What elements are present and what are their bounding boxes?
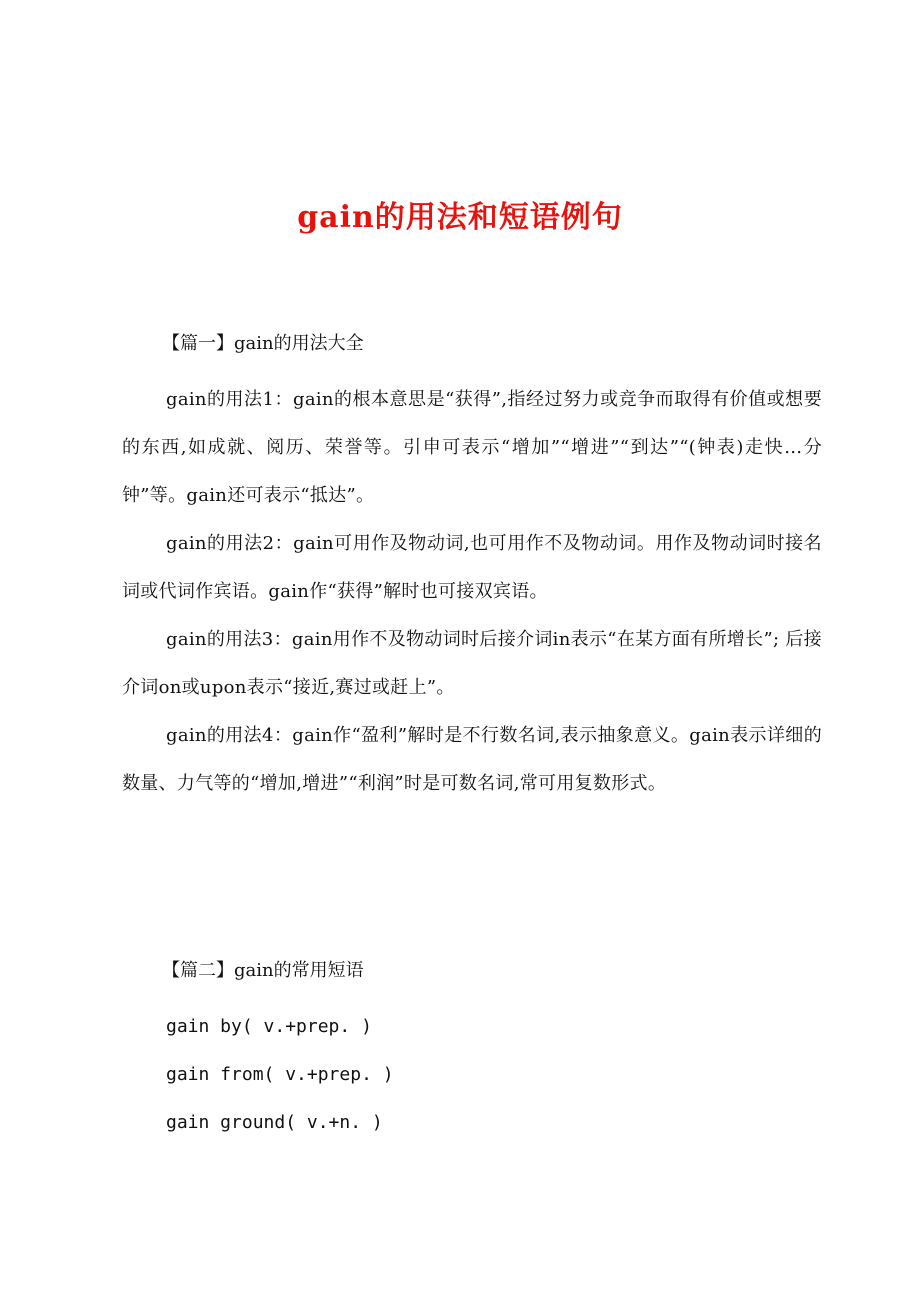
phrase-item-1: gain by( v.+prep. ) xyxy=(166,1016,372,1037)
usage-paragraph-3: gain的用法3：gain用作不及物动词时后接介词in表示“在某方面有所增长”; 后接介词on或upon表示“接近,赛过或赶上”。 xyxy=(122,629,822,698)
document-title: gain的用法和短语例句 xyxy=(297,200,623,235)
section-one-heading: 【篇一】gain的用法大全 xyxy=(162,333,364,354)
section-two xyxy=(122,955,822,1147)
usage-paragraph-2: gain的用法2：gain可用作及物动词,也可用作不及物动词。用作及物动词时接名词或代词作宾语。gain作“获得”解时也可接双宾语。 xyxy=(122,533,822,602)
section-two-heading: 【篇二】gain的常用短语 xyxy=(162,960,364,981)
usage-paragraph-4: gain的用法4：gain作“盈利”解时是不行数名词,表示抽象意义。gain表示详细的数量、力气等的“增加,增进”“利润”时是可数名词,常可用复数形式。 xyxy=(122,725,822,794)
usage-paragraph-1: gain的用法1：gain的根本意思是“获得”,指经过努力或竞争而取得有价值或想要的东西,如成就、阅历、荣誉等。引申可表示“增加”“增进”“到达”“(钟表)走快…分钟”等。gain还可表示“抵达”。 xyxy=(122,389,822,506)
section-one xyxy=(122,328,822,808)
phrase-item-3: gain ground( v.+n. ) xyxy=(166,1112,383,1133)
phrase-item-2: gain from( v.+prep. ) xyxy=(166,1064,394,1085)
